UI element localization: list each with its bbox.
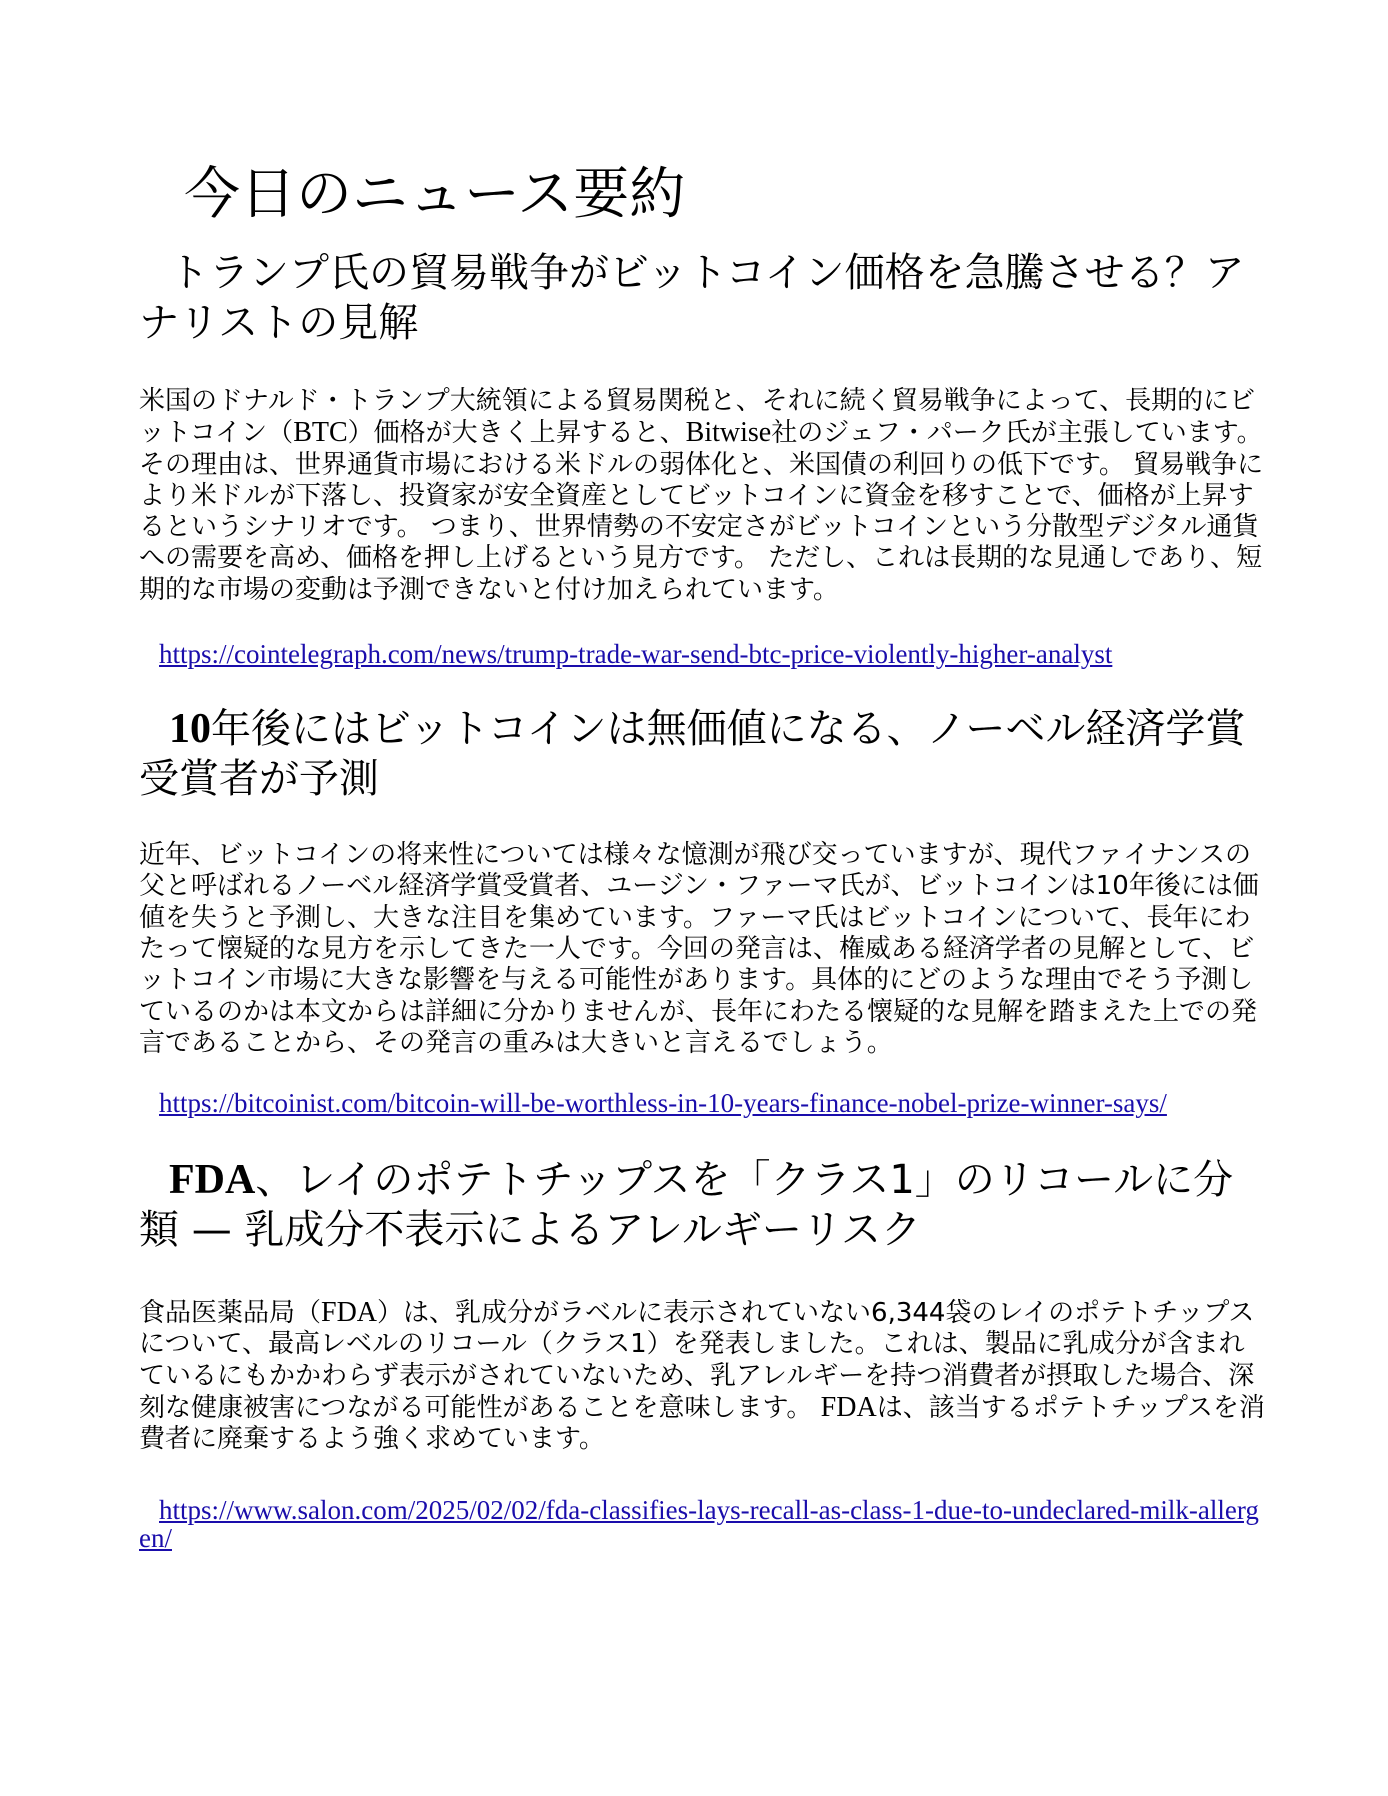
article-title bbox=[139, 248, 1268, 348]
article-body-latin: FDA bbox=[321, 1297, 378, 1329]
article-body-text: 近年、ビットコインの将来性については様々な憶測が飛び交っていますが、現代ファイナンスの父と呼ばれるノーベル経済学賞受賞者、ユージン・ファーマ氏が、ビットコインは10年後には価値を失うと予測し、大きな注目を集めています。ファーマ氏はビットコインについて、長年にわたって懐疑的な見方を示してきた一人です。今回の発言は、権威ある経済学者の見解として、ビットコイン市場に大きな影響を与える可能性があります。具体的にどのような理由でそう予測しているのかは本文からは詳細に分かりませんが、長年にわたる懐疑的な見解を踏まえた上での発言であることから、その発言の重みは大きいと言えるでしょう。 bbox=[139, 840, 1259, 1058]
article-body-latin: FDA bbox=[820, 1392, 877, 1424]
article-body-text: ）は、乳成分がラベルに表示されていない6,344袋のレイのポテトチップスについて、最高レベルのリコール（クラス1）を発表しました。これは、製品に乳成分が含まれているにもかかわらず表示がされていないため、乳アレルギーを持つ消費者が摂取した場合、深刻な健康被害につながる可能性があることを意味します。 bbox=[139, 1298, 1255, 1424]
article-body-text: ）価格が大きく上昇すると、 bbox=[347, 418, 686, 449]
page-title: 今日のニュース要約 bbox=[184, 162, 686, 227]
article-body bbox=[139, 386, 1268, 606]
article-source-link[interactable]: https://bitcoinist.com/bitcoin-will-be-worthless-in-10-years-finance-nobel-prize-winner-says/ bbox=[159, 1088, 1167, 1119]
article-source-link[interactable]: https://cointelegraph.com/news/trump-trade-war-send-btc-price-violently-higher-analyst bbox=[159, 639, 1113, 670]
article-body-text: 社のジェフ・パーク氏が主張しています。 その理由は、世界通貨市場における米ドルの弱体化と、米国債の利回りの低下です。 貿易戦争により米ドルが下落し、投資家が安全資産としてビットコインに資金を移すことで、価格が上昇するというシナリオです。 つまり、世界情勢の不安定さがビットコインという分散型デジタル通貨への需要を高め、価格を押し上げるという見方です。 ただし、これは長期的な見通しであり、短期的な市場の変動は予測できないと付け加えられています。 bbox=[139, 418, 1264, 605]
article-title bbox=[139, 1155, 1268, 1255]
article-title-text: 年後にはビットコインは無価値になる、ノーベル経済学賞受賞者が予測 bbox=[139, 706, 1246, 803]
article-title-text: 、レイのポテトチップスを「クラス1」のリコールに分類 — 乳成分不表示によるアレルギーリスク bbox=[139, 1157, 1234, 1254]
article-body-latin: BTC bbox=[293, 417, 348, 449]
article-body-text: 食品医薬品局（ bbox=[139, 1298, 322, 1329]
article-title bbox=[139, 704, 1268, 804]
article-body-text: は、該当するポテトチップスを消費者に廃棄するよう強く求めています。 bbox=[139, 1393, 1265, 1455]
article-trump-trade-war bbox=[139, 248, 1268, 668]
article-body bbox=[139, 840, 1268, 1059]
article-bitcoin-worthless bbox=[139, 704, 1268, 1117]
article-body-text: 米国のドナルド・トランプ大統領による貿易関税と、それに続く貿易戦争によって、長期的にビットコイン（ bbox=[139, 386, 1256, 449]
article-title-latin: FDA bbox=[169, 1157, 256, 1204]
article-title-latin: 10 bbox=[169, 706, 211, 753]
article-fda-lays-recall bbox=[139, 1155, 1268, 1551]
article-body bbox=[139, 1297, 1268, 1455]
article-body-latin: Bitwise bbox=[685, 417, 772, 449]
article-source-link[interactable]: https://www.salon.com/2025/02/02/fda-classifies-lays-recall-as-class-1-due-to-undeclared-milk-allergen/ bbox=[139, 1494, 1259, 1553]
article-title-text: トランプ氏の貿易戦争がビットコイン価格を急騰させる？アナリストの見解 bbox=[139, 250, 1245, 346]
